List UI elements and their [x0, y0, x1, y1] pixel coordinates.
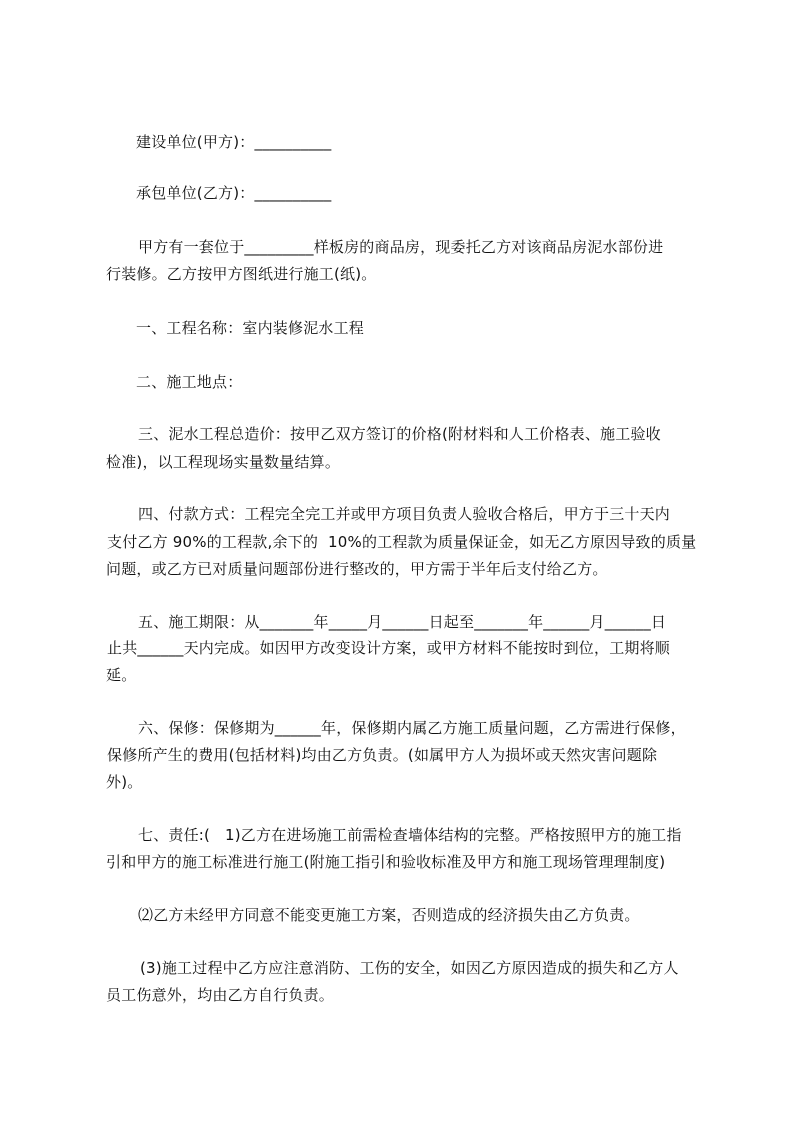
section-1-title: 一、工程名称：室内装修泥水工程 — [136, 319, 365, 337]
section-5-line-2: 止共______天内完成。如因甲方改变设计方案，或甲方材料不能按时到位，工期将顺 — [107, 639, 671, 657]
section-7-item-3-line-2: 员工伤意外，均由乙方自行负责。 — [106, 986, 335, 1004]
section-4-line-3: 问题，或乙方已对质量问题部份进行整改的，甲方需于半年后支付给乙方。 — [106, 560, 608, 578]
section-3-line-2: 检准)，以工程现场实量数量结算。 — [106, 453, 341, 471]
party-b-line: 承包单位(乙方)：__________ — [136, 184, 332, 202]
section-4-line-2: 支付乙方 90%的工程款,余下的 10%的工程款为质量保证金，如无乙方原因导致的质量 — [107, 533, 697, 551]
section-6-line-1: 六、保修：保修期为______年，保修期内属乙方施工质量问题，乙方需进行保修， — [138, 719, 686, 737]
section-7-line-1: 七、责任:( 1)乙方在进场施工前需检查墙体结构的完整。严格按照甲方的施工指 — [138, 826, 682, 844]
section-6-line-2: 保修所产生的费用(包括材料)均由乙方负责。(如属甲方人为损坏或天然灾害问题除 — [107, 746, 658, 764]
section-7-item-2: ⑵乙方未经甲方同意不能变更施工方案，否则造成的经济损失由乙方负责。 — [138, 906, 640, 924]
party-a-line: 建设单位(甲方)：__________ — [136, 133, 332, 151]
section-3-line-1: 三、泥水工程总造价：按甲乙双方签订的价格(附材料和人工价格表、施工验收 — [138, 425, 661, 443]
intro-line-2: 行装修。乙方按甲方图纸进行施工(纸)。 — [106, 265, 377, 283]
section-5-line-3: 延。 — [106, 666, 137, 684]
section-4-line-1: 四、付款方式：工程完全完工并或甲方项目负责人验收合格后，甲方于三十天内 — [138, 505, 671, 523]
section-7-line-2: 引和甲方的施工标准进行施工(附施工指引和验收标准及甲方和施工现场管理理制度) — [106, 853, 666, 871]
section-7-item-3-line-1: (3)施工过程中乙方应注意消防、工伤的安全，如因乙方原因造成的损失和乙方人 — [140, 959, 679, 977]
section-6-line-3: 外)。 — [106, 773, 143, 791]
intro-line-1: 甲方有一套位于_________样板房的商品房，现委托乙方对该商品房泥水部份进 — [138, 238, 664, 256]
section-5-line-1: 五、施工期限：从_______年_____月______日起至_______年______月______日 — [138, 613, 667, 631]
section-2-title: 二、施工地点： — [136, 373, 243, 391]
